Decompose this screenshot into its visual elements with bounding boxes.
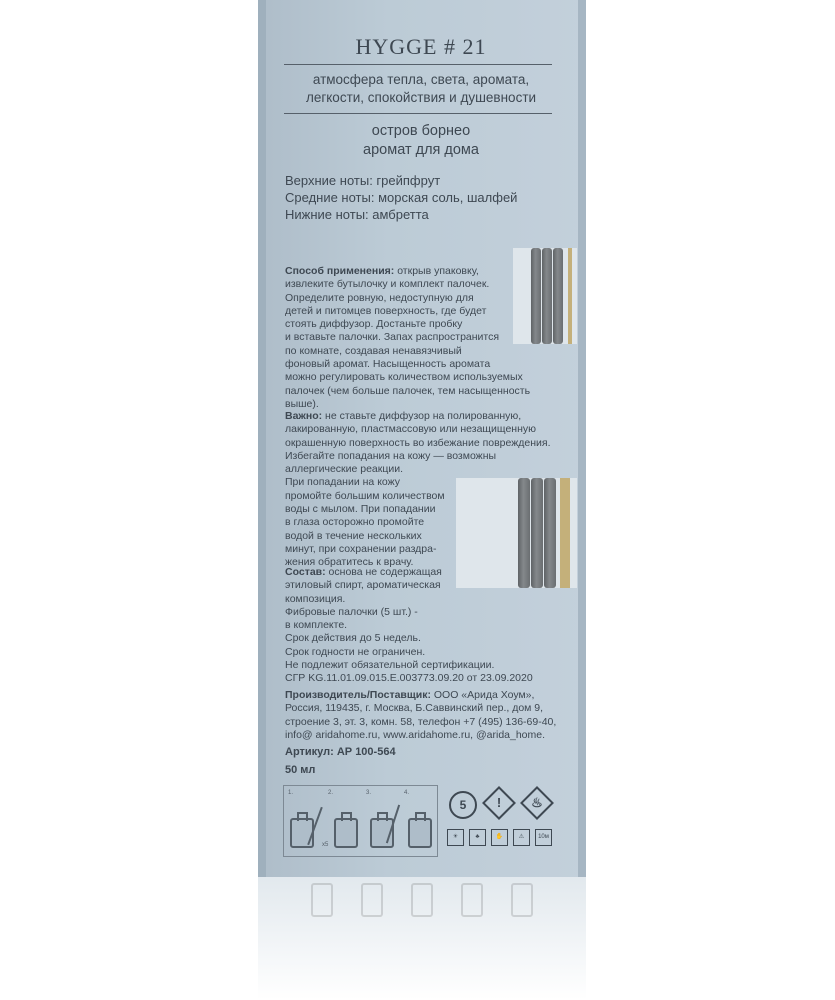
hand-icon: ✋ — [491, 829, 508, 846]
warning-text: Важно: не ставьте диффузор на полированную, лакированную, пластмассовую или незащищенную окрашенную поверхность во избежание повреждения. Избегайте попадания на кожу — возможны аллергические реакции. При попадании на кожу промойте большим количеством воды с мылом. При попадании в глаза осторожно промойте водой в течение нескольких минут, при сохранении раздра- жения обратитесь к врачу. — [285, 410, 551, 569]
title-divider — [284, 64, 552, 65]
base-notes: Нижние ноты: амбретта — [285, 207, 429, 222]
reed-stick — [553, 248, 563, 344]
distance-icon: 10м — [535, 829, 552, 846]
product-tagline: атмосфера тепла, света, аромата, легкости, спокойствия и душевности — [305, 72, 537, 105]
bottle-cap — [568, 248, 572, 344]
box-left-edge — [258, 0, 266, 877]
box-reflection — [258, 877, 586, 1000]
manufacturer-info: Производитель/Поставщик: ООО «Арида Хоум», Россия, 119435, г. Москва, Б.Саввинский пер., дом 9, строение 3, эт. 3, комн. 58, телефон +7 (495) 136-69-40, info@ aridahome.ru, www.aridahome.ru, @arida_home. — [285, 689, 557, 741]
reed-stick — [531, 248, 541, 344]
product-subtitle — [266, 122, 576, 160]
flame-icon: ♨ — [520, 786, 554, 820]
composition-text: Состав: основа не содержащая этиловый спирт, ароматическая композиция. Фибровые палочки (5 шт.) - в комплекте. Срок действия до 5 недель. Срок годности не ограничен. Не подлежит обязательной сертификации. СГР KG.11.01.09.015.E.003773.09.20 от 23.09.2020 — [285, 566, 533, 685]
bottle-cap — [560, 478, 570, 588]
product-title: HYGGE # 21 — [355, 34, 487, 59]
box-right-edge — [578, 0, 586, 877]
tagline-divider — [284, 113, 552, 114]
exclamation-icon: ! — [482, 786, 516, 820]
recycle-5-icon: 5 — [449, 791, 477, 819]
product-name: остров борнео — [371, 123, 471, 139]
middle-notes: Средние ноты: морская соль, шалфей — [285, 190, 518, 205]
children-icon: ♣ — [469, 829, 486, 846]
top-notes: Верхние ноты: грейпфрут — [285, 173, 441, 188]
bottle-open-icon — [334, 818, 358, 848]
fragrance-notes — [285, 172, 565, 223]
sun-icon: ☀ — [447, 829, 464, 846]
usage-instructions: Способ применения: открыв упаковку, извлеките бутылочку и комплект палочек. Определите ровную, недоступную для детей и питомцев поверхность, где будет стоять диффузор. Достаньте пробку и вставьте палочки. Запах распространится по комнате, создавая ненавязчивый фоновый аромат. Насыщенность аромата можно регулировать количеством используемых палочек (чем больше палочек, тем насыщенность выше). — [285, 265, 531, 410]
product-type: аромат для дома — [363, 142, 479, 158]
safety-pictograms — [447, 785, 557, 855]
diffuser-icon — [408, 818, 432, 848]
article-number: Артикул: АР 100-564 — [285, 746, 396, 758]
spray-icon: ⚠ — [513, 829, 530, 846]
volume: 50 мл — [285, 764, 316, 776]
usage-steps-pictogram: 1. 2. 3. 4. x5 — [283, 785, 438, 857]
reed-stick — [542, 248, 552, 344]
